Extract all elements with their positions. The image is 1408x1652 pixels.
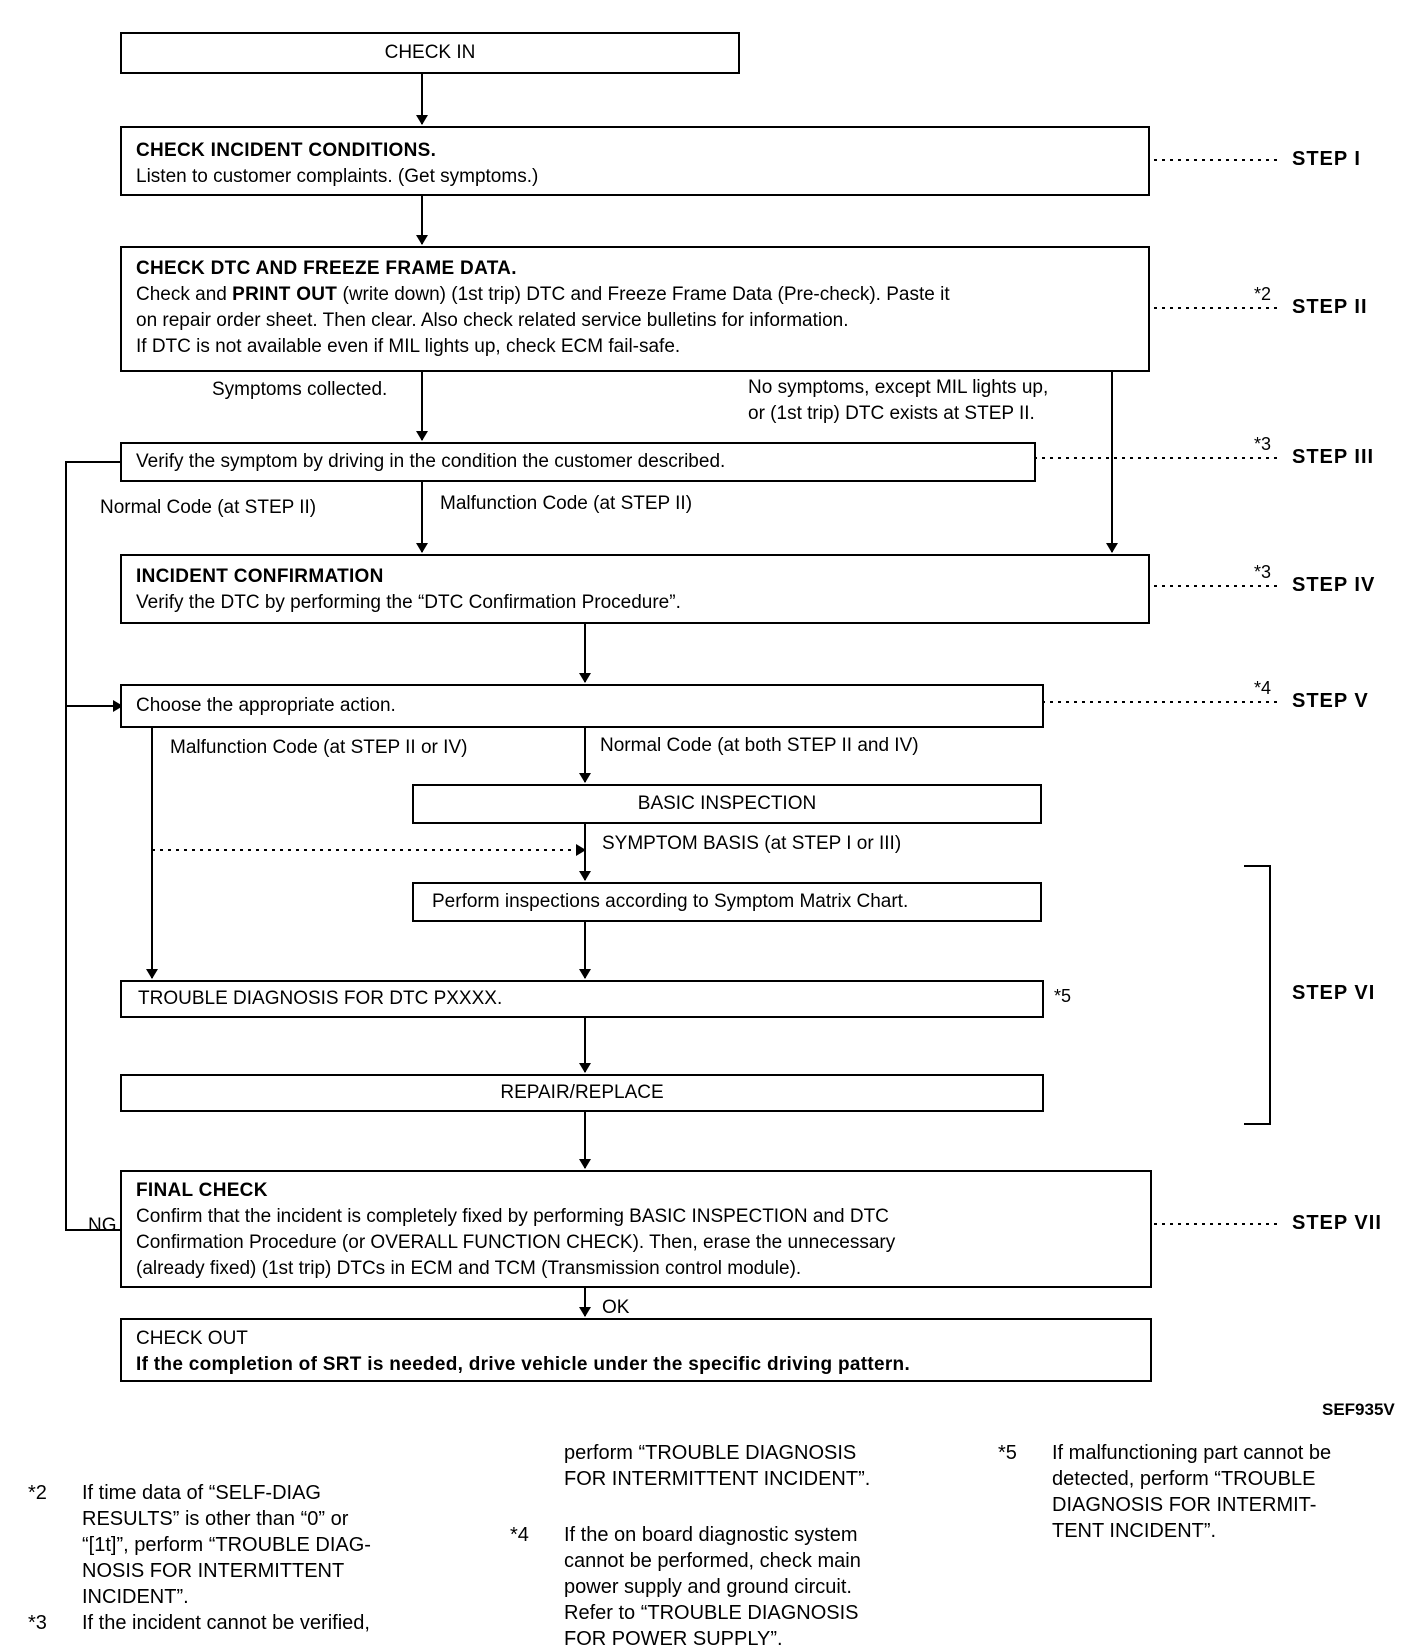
malfunction-code-step2-4-label: Malfunction Code (at STEP II or IV) bbox=[170, 737, 468, 758]
footnote-3-continued bbox=[510, 1440, 930, 1496]
final-check-line3: (already fixed) (1st trip) DTCs in ECM and TCM (Transmission control module). bbox=[136, 1258, 802, 1279]
footnote-5-line: detected, perform “TROUBLE bbox=[1052, 1468, 1316, 1490]
step-label-4: STEP IV bbox=[1292, 574, 1376, 596]
final-check-title: FINAL CHECK bbox=[136, 1180, 268, 1201]
incident-conditions-text: Listen to customer complaints. (Get symptoms.) bbox=[136, 166, 539, 187]
asterisk-diag: *5 bbox=[1054, 986, 1072, 1006]
asterisk-step3: *3 bbox=[1254, 434, 1272, 454]
asterisk-step2: *2 bbox=[1254, 284, 1272, 304]
footnote-2-line: NOSIS FOR INTERMITTENT bbox=[82, 1560, 345, 1582]
check-in-label: CHECK IN bbox=[384, 42, 476, 63]
check-out-title: CHECK OUT bbox=[136, 1328, 248, 1349]
symptom-matrix-box bbox=[412, 882, 1042, 922]
dtc-line1-print-out: PRINT OUT bbox=[232, 284, 338, 305]
step-label-5: STEP V bbox=[1292, 690, 1369, 712]
symptom-matrix-text: Perform inspections according to Symptom Matrix Chart. bbox=[432, 891, 909, 912]
dtc-line1-a: Check and bbox=[136, 284, 233, 305]
trouble-diagnosis-box bbox=[120, 980, 1044, 1018]
check-out-text: If the completion of SRT is needed, drive vehicle under the specific driving pattern. bbox=[136, 1354, 911, 1375]
dtc-line1-c: (write down) (1st trip) DTC and Freeze Frame Data (Pre-check). Paste it bbox=[337, 284, 950, 305]
step-label-3: STEP III bbox=[1292, 446, 1375, 468]
footnote-5-line: If malfunctioning part cannot be bbox=[1052, 1442, 1332, 1464]
dtc-freeze-line1 bbox=[136, 282, 1134, 308]
basic-inspection-box bbox=[412, 784, 1042, 824]
footnote-4-line: FOR POWER SUPPLY”. bbox=[564, 1628, 783, 1650]
incident-conditions-title: CHECK INCIDENT CONDITIONS. bbox=[136, 140, 437, 161]
footnote-4-mark: *4 bbox=[510, 1524, 529, 1546]
trouble-diagnosis-text: TROUBLE DIAGNOSIS FOR DTC PXXXX. bbox=[138, 988, 503, 1009]
footnote-2-mark: *2 bbox=[28, 1482, 47, 1504]
incident-confirmation-text: Verify the DTC by performing the “DTC Confirmation Procedure”. bbox=[136, 592, 681, 613]
footnote-2-line: If time data of “SELF-DIAG bbox=[82, 1482, 321, 1504]
check-incident-conditions-box bbox=[120, 126, 1150, 196]
footnote-5 bbox=[998, 1440, 1398, 1550]
asterisk-step5: *4 bbox=[1254, 678, 1272, 698]
step-label-6: STEP VI bbox=[1292, 982, 1376, 1004]
footnote-3-line: If the incident cannot be verified, bbox=[82, 1612, 370, 1634]
footnote-3 bbox=[28, 1610, 458, 1638]
normal-code-both-label: Normal Code (at both STEP II and IV) bbox=[600, 735, 919, 756]
malfunction-code-step2-label: Malfunction Code (at STEP II) bbox=[440, 493, 693, 514]
final-check-line2: Confirmation Procedure (or OVERALL FUNCTION CHECK). Then, erase the unnecessary bbox=[136, 1232, 896, 1253]
verify-symptom-text: Verify the symptom by driving in the condition the customer described. bbox=[136, 451, 726, 472]
symptom-basis-label: SYMPTOM BASIS (at STEP I or III) bbox=[602, 833, 902, 854]
footnote-5-line: DIAGNOSIS FOR INTERMIT- bbox=[1052, 1494, 1317, 1516]
no-symptoms-label-2: or (1st trip) DTC exists at STEP II. bbox=[748, 403, 1035, 424]
check-in-box bbox=[120, 32, 740, 74]
ng-label: NG bbox=[88, 1215, 117, 1236]
footnote-2 bbox=[28, 1480, 458, 1616]
footnote-2-line: INCIDENT”. bbox=[82, 1586, 189, 1608]
footnote-4-line: cannot be performed, check main bbox=[564, 1550, 861, 1572]
check-out-box bbox=[120, 1318, 1152, 1382]
step-label-1: STEP I bbox=[1292, 148, 1361, 170]
choose-action-text: Choose the appropriate action. bbox=[136, 695, 396, 716]
no-symptoms-label-1: No symptoms, except MIL lights up, bbox=[748, 377, 1049, 398]
footnote-4-line: Refer to “TROUBLE DIAGNOSIS bbox=[564, 1602, 859, 1624]
basic-inspection-label: BASIC INSPECTION bbox=[637, 793, 817, 814]
final-check-line1: Confirm that the incident is completely fixed by performing BASIC INSPECTION and DTC bbox=[136, 1206, 889, 1227]
asterisk-step4: *3 bbox=[1254, 562, 1272, 582]
footnote-5-line: TENT INCIDENT”. bbox=[1052, 1520, 1217, 1542]
symptoms-collected-label: Symptoms collected. bbox=[212, 379, 388, 400]
incident-confirmation-title: INCIDENT CONFIRMATION bbox=[136, 566, 384, 587]
dtc-freeze-line3: If DTC is not available even if MIL lights up, check ECM fail-safe. bbox=[136, 336, 681, 357]
footnote-3-mark: *3 bbox=[28, 1612, 47, 1634]
final-check-box bbox=[120, 1170, 1152, 1288]
normal-code-step2-label: Normal Code (at STEP II) bbox=[100, 497, 317, 518]
figure-id: SEF935V bbox=[1322, 1400, 1395, 1419]
footnote-3-cont-line: FOR INTERMITTENT INCIDENT”. bbox=[564, 1468, 871, 1490]
verify-symptom-box bbox=[120, 442, 1036, 482]
step-label-2: STEP II bbox=[1292, 296, 1368, 318]
footnote-4 bbox=[510, 1522, 930, 1648]
dtc-freeze-title: CHECK DTC AND FREEZE FRAME DATA. bbox=[136, 258, 517, 279]
repair-replace-box bbox=[120, 1074, 1044, 1112]
footnote-2-line: RESULTS” is other than “0” or bbox=[82, 1508, 349, 1530]
footnote-4-line: If the on board diagnostic system bbox=[564, 1524, 858, 1546]
ok-label: OK bbox=[602, 1297, 630, 1318]
check-dtc-freeze-frame-box bbox=[120, 246, 1150, 372]
footnote-2-line: “[1t]”, perform “TROUBLE DIAG- bbox=[82, 1534, 371, 1556]
repair-replace-label: REPAIR/REPLACE bbox=[500, 1082, 664, 1103]
choose-action-box bbox=[120, 684, 1044, 728]
dtc-freeze-line2: on repair order sheet. Then clear. Also check related service bulletins for information. bbox=[136, 310, 849, 331]
step-label-7: STEP VII bbox=[1292, 1212, 1382, 1234]
incident-confirmation-box bbox=[120, 554, 1150, 624]
footnote-5-mark: *5 bbox=[998, 1442, 1017, 1464]
footnote-3-cont-line: perform “TROUBLE DIAGNOSIS bbox=[564, 1442, 857, 1464]
footnote-4-line: power supply and ground circuit. bbox=[564, 1576, 852, 1598]
